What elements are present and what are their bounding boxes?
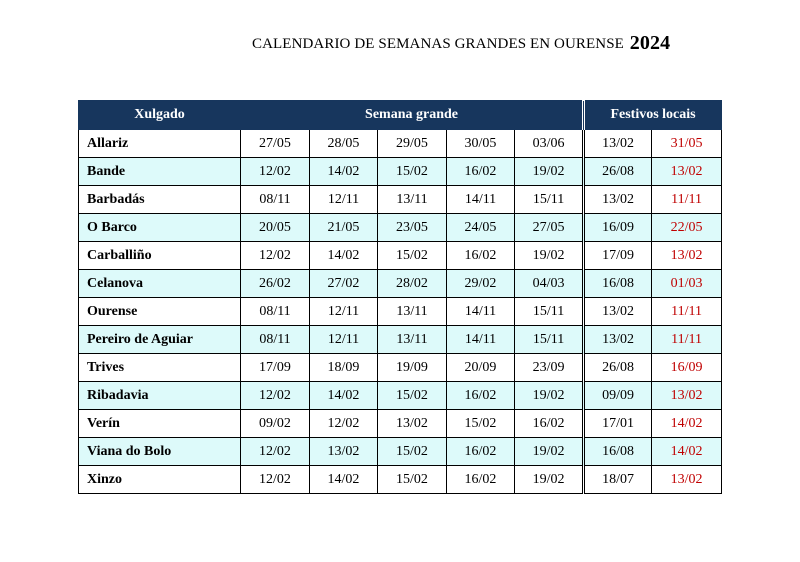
header-week: Semana grande [241, 101, 584, 130]
week-date-cell: 13/02 [310, 438, 378, 466]
court-name-cell: Pereiro de Aguiar [79, 326, 241, 354]
week-date-cell: 19/02 [515, 382, 584, 410]
week-date-cell: 27/02 [310, 270, 378, 298]
table-row [79, 130, 722, 158]
weeks-table [78, 100, 722, 494]
holiday-date-cell: 17/01 [584, 410, 652, 438]
week-date-cell: 03/06 [515, 130, 584, 158]
week-date-cell: 15/02 [378, 466, 447, 494]
week-date-cell: 08/11 [241, 326, 310, 354]
week-date-cell: 27/05 [515, 214, 584, 242]
week-date-cell: 09/02 [241, 410, 310, 438]
court-name-cell: Allariz [79, 130, 241, 158]
holiday-date-cell: 13/02 [584, 298, 652, 326]
holiday-date-cell: 09/09 [584, 382, 652, 410]
table-row [79, 326, 722, 354]
week-date-cell: 12/02 [241, 438, 310, 466]
week-date-cell: 08/11 [241, 186, 310, 214]
holiday-date-cell: 16/09 [584, 214, 652, 242]
week-date-cell: 15/11 [515, 186, 584, 214]
holiday-date-cell-highlighted: 13/02 [652, 382, 722, 410]
week-date-cell: 13/11 [378, 186, 447, 214]
holiday-date-cell: 13/02 [584, 326, 652, 354]
court-name-cell: Ribadavia [79, 382, 241, 410]
week-date-cell: 21/05 [310, 214, 378, 242]
table-row [79, 242, 722, 270]
court-name-cell: O Barco [79, 214, 241, 242]
week-date-cell: 14/11 [447, 298, 515, 326]
court-name-cell: Carballiño [79, 242, 241, 270]
court-name-cell: Xinzo [79, 466, 241, 494]
week-date-cell: 12/02 [241, 466, 310, 494]
week-date-cell: 08/11 [241, 298, 310, 326]
week-date-cell: 14/02 [310, 158, 378, 186]
title-text: CALENDARIO DE SEMANAS GRANDES EN OURENSE [252, 36, 624, 52]
week-date-cell: 15/11 [515, 298, 584, 326]
week-date-cell: 16/02 [447, 158, 515, 186]
week-date-cell: 13/11 [378, 298, 447, 326]
holiday-date-cell-highlighted: 31/05 [652, 130, 722, 158]
week-date-cell: 12/11 [310, 326, 378, 354]
table-row [79, 186, 722, 214]
court-name-cell: Barbadás [79, 186, 241, 214]
week-date-cell: 16/02 [447, 466, 515, 494]
court-name-cell: Celanova [79, 270, 241, 298]
week-date-cell: 27/05 [241, 130, 310, 158]
table-row [79, 270, 722, 298]
table-header-row [79, 101, 722, 130]
table-row [79, 354, 722, 382]
week-date-cell: 19/09 [378, 354, 447, 382]
week-date-cell: 28/02 [378, 270, 447, 298]
week-date-cell: 14/11 [447, 326, 515, 354]
holiday-date-cell: 17/09 [584, 242, 652, 270]
week-date-cell: 14/02 [310, 466, 378, 494]
table-row [79, 438, 722, 466]
week-date-cell: 14/11 [447, 186, 515, 214]
week-date-cell: 12/02 [241, 158, 310, 186]
holiday-date-cell: 26/08 [584, 354, 652, 382]
week-date-cell: 30/05 [447, 130, 515, 158]
week-date-cell: 20/05 [241, 214, 310, 242]
week-date-cell: 16/02 [447, 438, 515, 466]
week-date-cell: 14/02 [310, 242, 378, 270]
court-name-cell: Ourense [79, 298, 241, 326]
week-date-cell: 28/05 [310, 130, 378, 158]
holiday-date-cell-highlighted: 13/02 [652, 158, 722, 186]
week-date-cell: 12/11 [310, 186, 378, 214]
holiday-date-cell-highlighted: 22/05 [652, 214, 722, 242]
holiday-date-cell: 16/08 [584, 270, 652, 298]
week-date-cell: 17/09 [241, 354, 310, 382]
holiday-date-cell: 16/08 [584, 438, 652, 466]
title-year: 2024 [629, 32, 671, 54]
table-row [79, 466, 722, 494]
holiday-date-cell-highlighted: 14/02 [652, 438, 722, 466]
week-date-cell: 12/02 [241, 242, 310, 270]
table-body [79, 130, 722, 494]
holiday-date-cell-highlighted: 11/11 [652, 326, 722, 354]
week-date-cell: 13/02 [378, 410, 447, 438]
week-date-cell: 23/05 [378, 214, 447, 242]
table-row [79, 298, 722, 326]
table-row [79, 410, 722, 438]
week-date-cell: 15/02 [378, 242, 447, 270]
table-row [79, 382, 722, 410]
week-date-cell: 19/02 [515, 438, 584, 466]
week-date-cell: 23/09 [515, 354, 584, 382]
week-date-cell: 12/02 [310, 410, 378, 438]
table-row [79, 214, 722, 242]
header-court: Xulgado [79, 101, 241, 130]
week-date-cell: 29/05 [378, 130, 447, 158]
page-title [252, 32, 670, 55]
holiday-date-cell-highlighted: 01/03 [652, 270, 722, 298]
week-date-cell: 12/02 [241, 382, 310, 410]
week-date-cell: 19/02 [515, 242, 584, 270]
week-date-cell: 12/11 [310, 298, 378, 326]
holiday-date-cell: 13/02 [584, 186, 652, 214]
court-name-cell: Verín [79, 410, 241, 438]
week-date-cell: 13/11 [378, 326, 447, 354]
week-date-cell: 15/11 [515, 326, 584, 354]
court-name-cell: Bande [79, 158, 241, 186]
week-date-cell: 29/02 [447, 270, 515, 298]
holiday-date-cell: 18/07 [584, 466, 652, 494]
holiday-date-cell-highlighted: 13/02 [652, 466, 722, 494]
week-date-cell: 04/03 [515, 270, 584, 298]
holiday-date-cell-highlighted: 13/02 [652, 242, 722, 270]
holiday-date-cell-highlighted: 11/11 [652, 186, 722, 214]
week-date-cell: 14/02 [310, 382, 378, 410]
week-date-cell: 15/02 [378, 438, 447, 466]
week-date-cell: 16/02 [447, 242, 515, 270]
week-date-cell: 24/05 [447, 214, 515, 242]
court-name-cell: Trives [79, 354, 241, 382]
court-name-cell: Viana do Bolo [79, 438, 241, 466]
week-date-cell: 19/02 [515, 466, 584, 494]
week-date-cell: 20/09 [447, 354, 515, 382]
week-date-cell: 15/02 [378, 158, 447, 186]
holiday-date-cell-highlighted: 11/11 [652, 298, 722, 326]
holiday-date-cell-highlighted: 14/02 [652, 410, 722, 438]
week-date-cell: 15/02 [447, 410, 515, 438]
holiday-date-cell: 26/08 [584, 158, 652, 186]
week-date-cell: 19/02 [515, 158, 584, 186]
holiday-date-cell: 13/02 [584, 130, 652, 158]
header-holidays: Festivos locais [584, 101, 722, 130]
week-date-cell: 15/02 [378, 382, 447, 410]
table-row [79, 158, 722, 186]
week-date-cell: 16/02 [515, 410, 584, 438]
week-date-cell: 26/02 [241, 270, 310, 298]
week-date-cell: 16/02 [447, 382, 515, 410]
holiday-date-cell-highlighted: 16/09 [652, 354, 722, 382]
week-date-cell: 18/09 [310, 354, 378, 382]
